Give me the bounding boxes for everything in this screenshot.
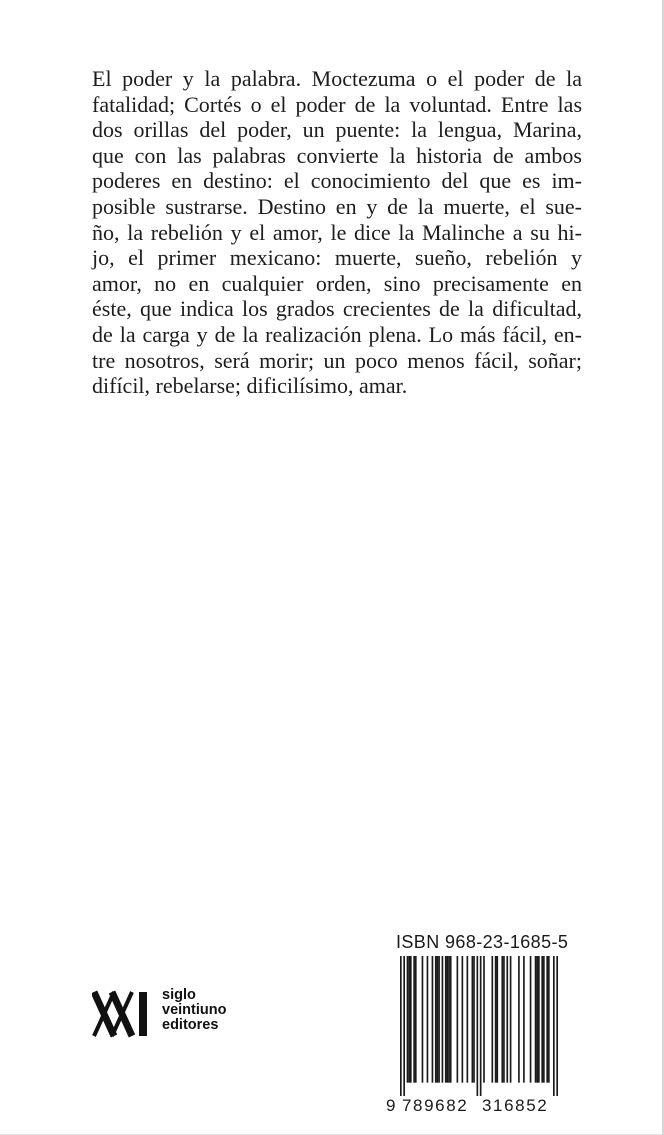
barcode-bar: [523, 956, 525, 1083]
barcode-bar: [518, 956, 520, 1083]
publisher-name: [162, 988, 226, 1033]
publisher-block: [92, 988, 272, 1044]
barcode-bar: [536, 956, 538, 1083]
barcode-bar: [506, 956, 508, 1083]
barcode-bar: [415, 956, 417, 1083]
barcode: [386, 956, 576, 1116]
blurb-line: éste, que indica los grados crecientes de la dificultad,: [92, 296, 582, 322]
barcode-bar: [473, 956, 475, 1083]
barcode-bar: [543, 956, 545, 1083]
barcode-bar: [496, 956, 498, 1083]
barcode-bar: [501, 956, 503, 1083]
blurb-line: que con las palabras convierte la historia de ambos: [92, 142, 582, 168]
barcode-bar: [462, 956, 464, 1083]
barcode-bar: [408, 956, 410, 1083]
barcode-bar: [510, 956, 512, 1083]
blurb-line: poderes en destino: el conocimiento del que es im-: [92, 168, 582, 194]
blurb-line: jo, el primer mexicano: muerte, sueño, rebelión y: [92, 245, 582, 271]
blurb-line: fatalidad; Cortés o el poder de la voluntad. Entre las: [92, 91, 582, 117]
barcode-bar: [437, 956, 439, 1083]
isbn-label: ISBN 968-23-1685-5: [396, 932, 569, 952]
blurb-text: [92, 66, 582, 399]
barcode-bar: [548, 956, 550, 1083]
barcode-bar: [541, 956, 543, 1083]
barcode-bar: [403, 956, 405, 1096]
barcode-bar: [450, 956, 452, 1083]
blurb-line: difícil, rebelarse; dificilísimo, amar.: [92, 373, 408, 399]
blurb-line: de la carga y de la realización plena. Lo más fácil, en-: [92, 321, 582, 347]
blurb-line: tre nosotros, será morir; un poco menos fácil, soñar;: [92, 347, 582, 373]
barcode-bar: [400, 956, 402, 1096]
barcode-bar: [477, 956, 479, 1096]
barcode-bar: [432, 956, 434, 1083]
barcode-bar: [472, 956, 474, 1083]
blurb-line: posible sustrarse. Destino en y de la muerte, el sue-: [92, 193, 582, 219]
barcode-digit-first: 9: [386, 1096, 396, 1115]
blurb-line: ño, la rebelión y el amor, le dice la Malinche a su hi-: [92, 219, 582, 245]
barcode-bar: [483, 956, 485, 1083]
blurb-line: amor, no en cualquier orden, sino precisamente en: [92, 270, 582, 296]
publisher-name-line: editores: [162, 1017, 219, 1033]
barcode-bar: [457, 956, 459, 1083]
barcode-bar: [422, 956, 424, 1083]
publisher-name-line: veintiuno: [162, 1002, 227, 1018]
blurb-line: El poder y la palabra. Moctezuma o el poder de la: [92, 66, 582, 91]
barcode-bar: [447, 956, 449, 1083]
barcode-bar: [495, 956, 497, 1083]
barcode-bar: [535, 956, 537, 1083]
barcode-bar: [427, 956, 429, 1083]
barcode-bar: [480, 956, 482, 1096]
barcode-bar: [503, 956, 505, 1083]
barcode-digits-right: 316852: [482, 1096, 549, 1115]
barcode-bar: [413, 956, 415, 1083]
barcode-bar: [546, 956, 548, 1083]
blurb-line: dos orillas del poder, un puente: la lengua, Marina,: [92, 117, 582, 143]
barcode-bar: [448, 956, 450, 1083]
publisher-name-line: siglo: [162, 987, 196, 1003]
barcode-bar: [438, 956, 440, 1083]
barcode-bar: [556, 956, 558, 1096]
barcode-bar: [435, 956, 437, 1083]
barcode-bar: [553, 956, 555, 1096]
barcode-bar: [530, 956, 532, 1083]
barcode-bar: [538, 956, 540, 1083]
barcode-digits-left: 789682: [402, 1096, 469, 1115]
siglo-xxi-logo-icon: [92, 988, 158, 1040]
barcode-bar: [467, 956, 469, 1083]
barcode-bar: [445, 956, 447, 1083]
barcode-bar: [407, 956, 409, 1083]
barcode-bar: [442, 956, 444, 1083]
barcode-bars: [400, 956, 558, 1096]
barcode-bar: [410, 956, 412, 1083]
barcode-bar: [491, 956, 493, 1083]
